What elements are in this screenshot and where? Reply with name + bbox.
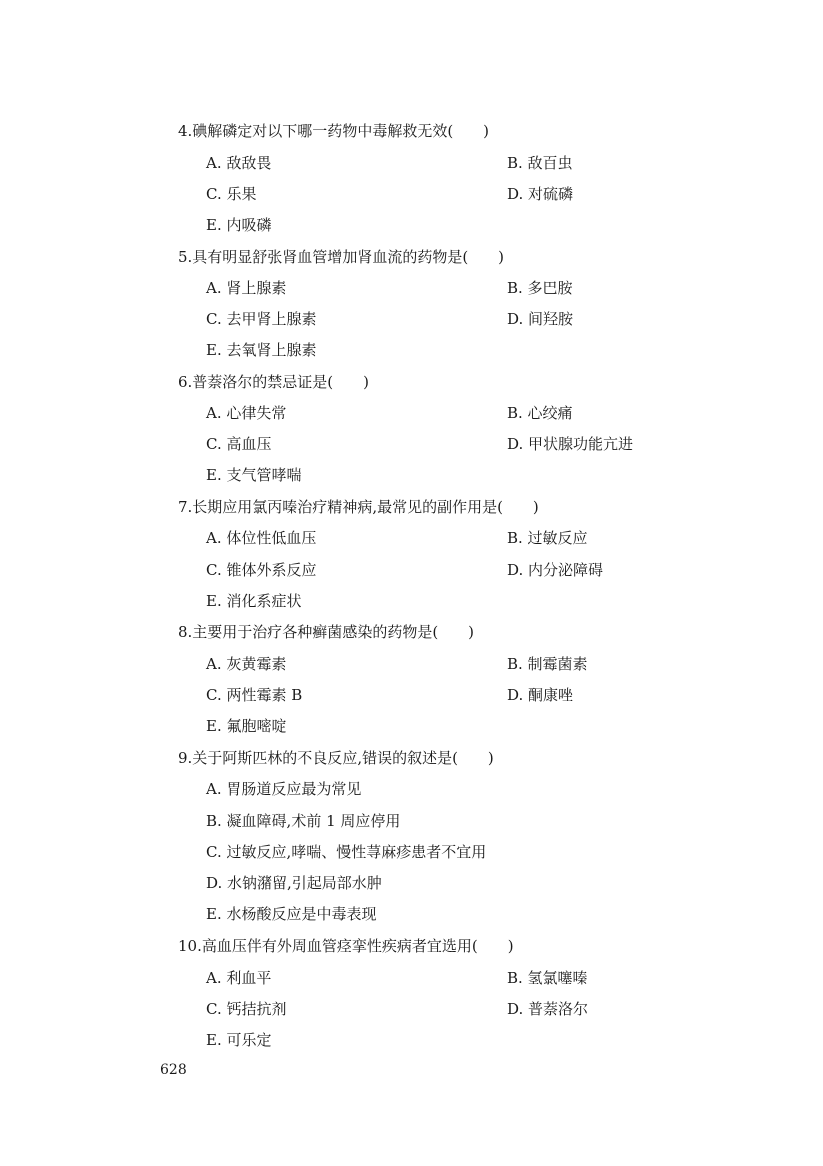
option-c: C. 锥体外系反应	[206, 561, 317, 579]
option-b: B. 过敏反应	[507, 529, 588, 547]
option-b: B. 氢氯噻嗪	[507, 969, 588, 987]
option-d: D. 水钠潴留,引起局部水肿	[206, 874, 382, 892]
option-c: C. 过敏反应,哮喘、慢性荨麻疹患者不宜用	[206, 843, 487, 861]
option-e: E. 氟胞嘧啶	[206, 717, 287, 735]
option-d: D. 间羟胺	[507, 310, 574, 328]
option-d: D. 内分泌障碍	[507, 561, 604, 579]
question-stem: 4.碘解磷定对以下哪一药物中毒解救无效( )	[178, 122, 490, 140]
question-stem: 6.普萘洛尔的禁忌证是( )	[178, 373, 370, 391]
option-d: D. 甲状腺功能亢进	[507, 435, 634, 453]
question-stem: 7.长期应用氯丙嗪治疗精神病,最常见的副作用是( )	[178, 498, 539, 516]
option-d: D. 普萘洛尔	[507, 1000, 589, 1018]
question-stem: 5.具有明显舒张肾血管增加肾血流的药物是( )	[178, 248, 505, 266]
option-d: D. 对硫磷	[507, 185, 574, 203]
option-a: A. 敌敌畏	[206, 154, 272, 172]
option-c: C. 高血压	[206, 435, 272, 453]
option-b: B. 敌百虫	[507, 154, 573, 172]
option-b: B. 制霉菌素	[507, 655, 588, 673]
page-number: 628	[160, 1062, 187, 1078]
option-e: E. 可乐定	[206, 1031, 272, 1049]
option-e: E. 支气管哮喘	[206, 466, 302, 484]
option-e: E. 消化系症状	[206, 592, 302, 610]
option-b: B. 心绞痛	[507, 404, 573, 422]
option-c: C. 乐果	[206, 185, 257, 203]
option-d: D. 酮康唑	[507, 686, 574, 704]
option-b: B. 多巴胺	[507, 279, 573, 297]
option-a: A. 心律失常	[206, 404, 287, 422]
question-stem: 9.关于阿斯匹林的不良反应,错误的叙述是( )	[178, 749, 494, 767]
option-a: A. 体位性低血压	[206, 529, 317, 547]
option-c: C. 钙拮抗剂	[206, 1000, 287, 1018]
option-a: A. 灰黄霉素	[206, 655, 287, 673]
option-e: E. 内吸磷	[206, 216, 272, 234]
option-c: C. 两性霉素 B	[206, 686, 303, 704]
option-e: E. 去氧肾上腺素	[206, 341, 317, 359]
option-a: A. 胃肠道反应最为常见	[206, 780, 362, 798]
option-e: E. 水杨酸反应是中毒表现	[206, 905, 377, 923]
question-stem: 8.主要用于治疗各种癣菌感染的药物是( )	[178, 623, 475, 641]
option-b: B. 凝血障碍,术前 1 周应停用	[206, 812, 401, 830]
option-a: A. 肾上腺素	[206, 279, 287, 297]
option-c: C. 去甲肾上腺素	[206, 310, 317, 328]
question-stem: 10.高血压伴有外周血管痉挛性疾病者宜选用( )	[178, 937, 514, 955]
option-a: A. 利血平	[206, 969, 272, 987]
